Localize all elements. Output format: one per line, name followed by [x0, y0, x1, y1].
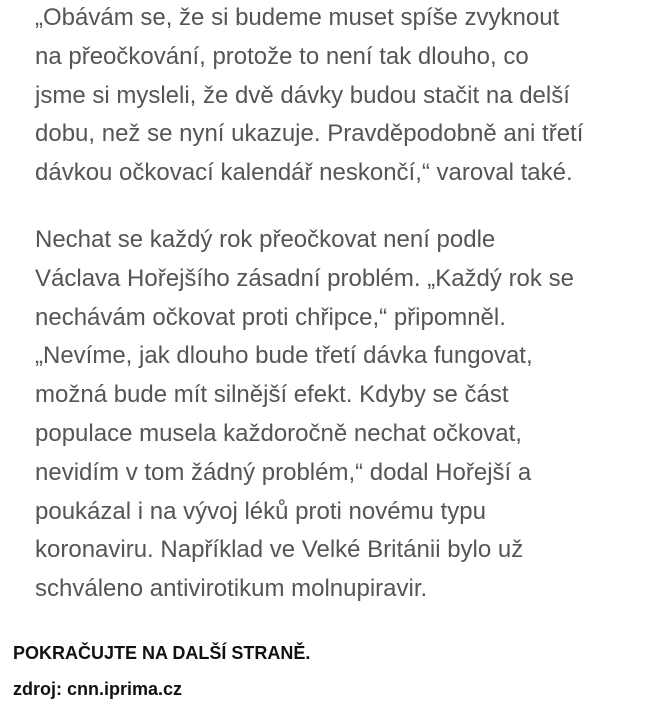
paragraph-line: na přeočkování, protože to není tak dlouho, co	[35, 42, 529, 70]
paragraph-line: jsme si mysleli, že dvě dávky budou stačit na delší	[35, 81, 570, 109]
paragraph-line: „Nevíme, jak dlouho bude třetí dávka fungovat,	[35, 342, 533, 370]
paragraph-line: možná bude mít silnější efekt. Kdyby se část	[35, 381, 509, 409]
paragraph-line: poukázal i na vývoj léků proti novému typu	[35, 497, 486, 525]
paragraph-line: dobu, než se nyní ukazuje. Pravděpodobně ani třetí	[35, 120, 584, 148]
source-credit: zdroj: cnn.iprima.cz	[13, 679, 183, 699]
article-paragraph	[35, 221, 574, 609]
article-paragraph	[35, 0, 583, 193]
continue-notice: POKRAČUJTE NA DALŠÍ STRANĚ.	[13, 643, 311, 663]
paragraph-line: Nechat se každý rok přeočkovat není podle	[35, 226, 496, 253]
paragraph-line: „Obávám se, že si budeme muset spíše zvyknout	[35, 4, 560, 31]
paragraph-line: nevidím v tom žádný problém,“ dodal Hořejší a	[35, 458, 532, 486]
paragraph-line: koronaviru. Například ve Velké Británii bylo už	[35, 536, 524, 564]
paragraph-line: populace musela každoročně nechat očkovat,	[35, 419, 522, 447]
paragraph-line: nechávám očkovat proti chřipce,“ připomněl.	[35, 303, 506, 331]
paragraph-line: schváleno antivirotikum molnupiravir.	[35, 575, 428, 603]
paragraph-line: Václava Hořejšího zásadní problém. „Každý rok se	[35, 264, 574, 292]
paragraph-line: dávkou očkovací kalendář neskončí,“ varoval také.	[35, 159, 573, 187]
